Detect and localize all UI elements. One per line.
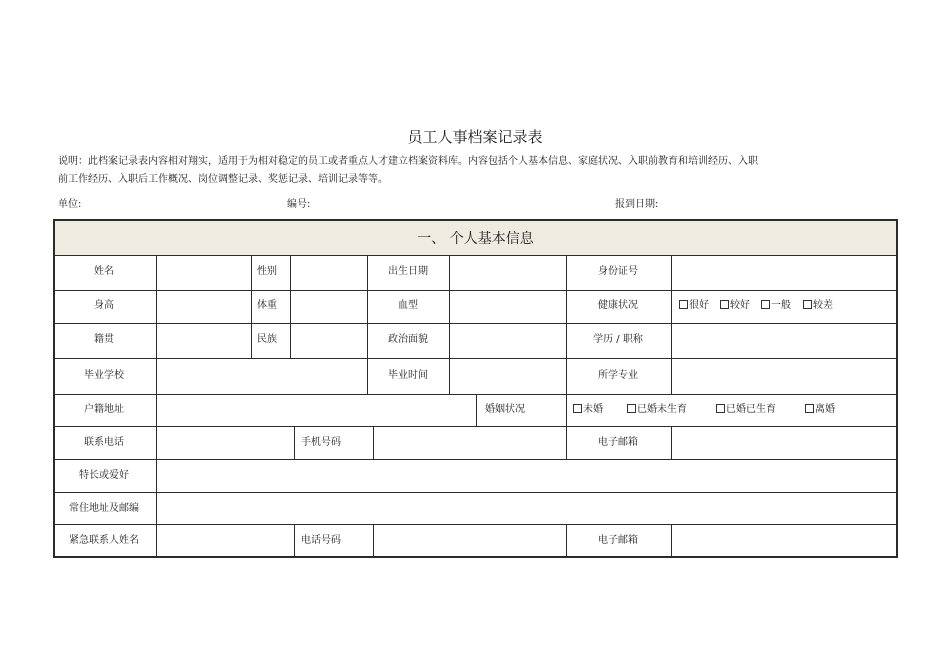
graduate-time-label: 毕业时间 xyxy=(388,370,428,381)
birth-date-label: 出生日期 xyxy=(388,266,428,277)
id-number-field[interactable] xyxy=(672,256,896,290)
checkbox-icon xyxy=(573,404,582,413)
graduate-time-field[interactable] xyxy=(450,359,566,394)
marital-option-divorced[interactable]: 离婚 xyxy=(805,404,835,416)
column-divider xyxy=(566,426,567,459)
native-place-label: 籍贯 xyxy=(94,334,114,345)
blood-type-label: 血型 xyxy=(398,300,418,311)
column-divider xyxy=(566,255,567,394)
emergency-contact-field[interactable] xyxy=(157,525,294,556)
emergency-phone-field[interactable] xyxy=(374,525,566,556)
checkbox-icon xyxy=(761,300,770,309)
health-option-very-good[interactable]: 很好 xyxy=(679,300,709,312)
marital-status-label: 婚姻状况 xyxy=(485,404,525,415)
table-border-right xyxy=(896,219,898,558)
marital-option-married-no-children[interactable]: 已婚未生育 xyxy=(627,404,687,416)
weight-field[interactable] xyxy=(291,291,367,323)
health-option-average[interactable]: 一般 xyxy=(761,300,791,312)
name-field[interactable] xyxy=(157,256,251,290)
native-place-field[interactable] xyxy=(157,324,251,358)
height-label: 身高 xyxy=(94,300,114,311)
marital-option-married-with-children[interactable]: 已婚已生育 xyxy=(716,404,776,416)
major-field[interactable] xyxy=(672,359,896,394)
emergency-contact-label: 紧急联系人姓名 xyxy=(69,535,139,546)
graduate-school-label: 毕业学校 xyxy=(84,370,124,381)
emergency-email-label: 电子邮箱 xyxy=(598,535,638,546)
political-status-field[interactable] xyxy=(450,324,566,358)
checkbox-icon xyxy=(720,300,729,309)
phone-label: 联系电话 xyxy=(84,437,124,448)
report-date-label: 报到日期: xyxy=(615,199,659,210)
table-border-bottom xyxy=(53,556,898,558)
birth-date-field[interactable] xyxy=(450,256,566,290)
checkbox-icon xyxy=(805,404,814,413)
health-option-good[interactable]: 较好 xyxy=(720,300,750,312)
description-line-2: 前工作经历、入职后工作概况、岗位调整记录、奖惩记录、培训记录等等。 xyxy=(58,174,388,185)
unit-label: 单位: xyxy=(58,199,82,210)
form-title: 员工人事档案记录表 xyxy=(407,128,543,146)
emergency-email-field[interactable] xyxy=(672,525,896,556)
section-title: 一、 个人基本信息 xyxy=(417,231,534,247)
phone-field[interactable] xyxy=(157,427,294,459)
weight-label: 体重 xyxy=(257,300,277,311)
marital-option-single[interactable]: 未婚 xyxy=(573,404,603,416)
column-divider xyxy=(294,524,295,557)
education-title-field[interactable] xyxy=(672,324,896,358)
column-divider xyxy=(251,255,252,358)
mobile-field[interactable] xyxy=(374,427,566,459)
checkbox-icon xyxy=(627,404,636,413)
household-address-field[interactable] xyxy=(157,395,476,426)
height-field[interactable] xyxy=(157,291,251,323)
household-address-label: 户籍地址 xyxy=(84,404,124,415)
email-field[interactable] xyxy=(672,427,896,459)
name-label: 姓名 xyxy=(94,266,114,277)
id-number-label: 身份证号 xyxy=(598,266,638,277)
graduate-school-field[interactable] xyxy=(157,359,367,394)
description-line-1: 说明：此档案记录表内容相对翔实，适用于为相对稳定的员工或者重点人才建立档案资料库。内容包括个人基本信息、家庭状况、入职前教育和培训经历、入职 xyxy=(58,156,758,167)
ethnicity-label: 民族 xyxy=(257,334,277,345)
checkbox-icon xyxy=(679,300,688,309)
table-border-top xyxy=(53,219,898,221)
checkbox-icon xyxy=(716,404,725,413)
table-border-left xyxy=(53,219,55,558)
number-label: 编号: xyxy=(287,199,311,210)
mobile-label: 手机号码 xyxy=(301,437,341,448)
gender-label: 性别 xyxy=(257,266,277,277)
emergency-phone-label: 电话号码 xyxy=(301,535,341,546)
health-option-poor[interactable]: 较差 xyxy=(803,300,833,312)
address-zip-label: 常住地址及邮编 xyxy=(69,503,139,514)
hobbies-label: 特长或爱好 xyxy=(79,470,129,481)
column-divider xyxy=(476,394,477,426)
education-title-label: 学历 / 职称 xyxy=(593,334,643,345)
column-divider xyxy=(566,394,567,426)
ethnicity-field[interactable] xyxy=(291,324,367,358)
address-zip-field[interactable] xyxy=(157,493,896,524)
column-divider xyxy=(294,426,295,459)
hobbies-field[interactable] xyxy=(157,460,896,492)
column-divider xyxy=(367,255,368,394)
gender-field[interactable] xyxy=(291,256,367,290)
blood-type-field[interactable] xyxy=(450,291,566,323)
checkbox-icon xyxy=(803,300,812,309)
column-divider xyxy=(566,524,567,557)
email-label: 电子邮箱 xyxy=(598,437,638,448)
political-status-label: 政治面貌 xyxy=(388,334,428,345)
health-label: 健康状况 xyxy=(598,300,638,311)
major-label: 所学专业 xyxy=(598,370,638,381)
